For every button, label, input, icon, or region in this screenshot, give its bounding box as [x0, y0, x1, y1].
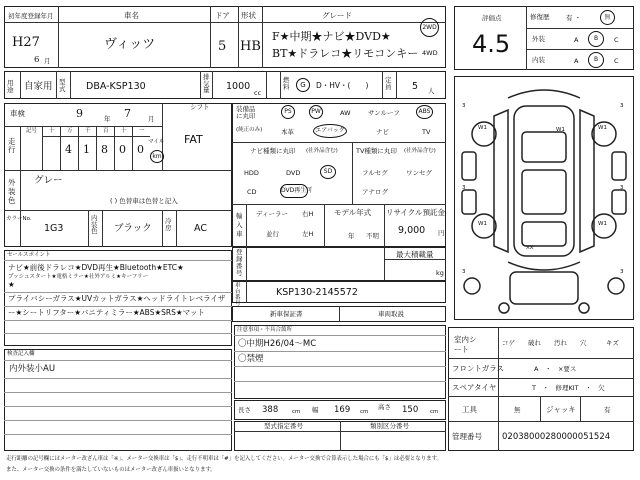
doors-value: 5 — [218, 39, 227, 54]
height-label: 高さ — [378, 403, 391, 411]
seat-options — [502, 340, 632, 350]
jack-value: 有 — [604, 406, 611, 414]
ac-value: AC — [194, 223, 207, 234]
notes-line-2: 〇禁煙 — [238, 354, 264, 364]
seat-option: キズ — [606, 339, 619, 347]
height-value: 150 — [402, 405, 419, 415]
inspection-year: 9 — [76, 107, 83, 120]
model-year-label: モデル年式 — [334, 208, 372, 217]
equip-pw-circle: PW — [309, 105, 323, 119]
mileage-digit-head: 一 — [139, 128, 145, 134]
first-reg-month-unit: 月 — [44, 57, 51, 65]
side-num-5: 3 — [462, 269, 466, 275]
equip-aw: AW — [340, 109, 351, 117]
damage-mark-w1-rear-right: W1 — [598, 221, 607, 227]
ext-color-note: ( ) 色替車は色替と記入 — [110, 197, 178, 205]
first-reg-month: 6 — [34, 55, 40, 65]
score-label: 評価点 — [482, 14, 502, 22]
spare-label: スペアタイヤ — [452, 383, 497, 392]
mileage-digit: 4 — [65, 143, 72, 156]
repair-label: 修復歴 — [530, 13, 550, 21]
mgmt-value: 02038000280000051524 — [502, 432, 611, 442]
int-color-value: ブラック — [114, 223, 152, 234]
fuel-selected-circle: G — [296, 78, 310, 92]
seat-option: 穴 — [580, 339, 587, 347]
grade-line-2: BT★ドラレコ★リモコンキー — [272, 47, 419, 60]
mileage-label: 走行 — [8, 137, 16, 154]
sales-point-line-5: ー★シートリフター★バニティミラー★ABS★SRS★マット — [8, 308, 205, 317]
inspection-month: 7 — [124, 107, 131, 120]
chassis-value: KSP130-2145572 — [276, 287, 358, 298]
equip-sub: (純正のみ) — [236, 127, 263, 133]
equip-navi: ナビ — [376, 128, 389, 136]
glass-label: フロントガラス — [452, 364, 505, 373]
repair-options: 有 ・ — [566, 14, 582, 22]
shift-value: FAT — [184, 133, 203, 146]
notes-label: 注意事項・不具合箇所 — [237, 327, 293, 333]
tv-title: TV種類に丸印 — [356, 147, 397, 155]
side-num-6: 3 — [620, 269, 624, 275]
ext-rating-a: A — [574, 36, 579, 44]
height-unit: cm — [430, 409, 439, 415]
mileage-digit: 8 — [101, 143, 108, 156]
notes-block — [234, 325, 446, 399]
mileage-digit-cell — [78, 127, 96, 170]
tv-sub: (社外品含む) — [404, 148, 436, 154]
model-year-unit: 年 — [348, 232, 355, 240]
mile-label: マイル — [148, 139, 165, 145]
vehicle-manual: 車両取説 — [378, 310, 404, 318]
score-value: 4.5 — [472, 30, 511, 58]
width-label: 幅 — [312, 406, 319, 414]
damage-mark-w1-roof: W1 — [556, 127, 565, 133]
equip-tv: TV — [422, 128, 431, 136]
sales-point-line-2: プッシュスタート★電格ミラー★社外アルミ★キーフリー — [8, 274, 149, 280]
ac-label: 冷房 — [165, 217, 172, 232]
cap-unit: 人 — [428, 87, 435, 95]
disp-value: 1000 — [226, 81, 251, 92]
navi-hdd: HDD — [244, 169, 259, 177]
mgmt-label: 管理番号 — [452, 432, 482, 441]
grade-label: グレード — [322, 11, 352, 20]
import-dealer: ディーラー — [256, 210, 288, 218]
seat-option: 破れ — [528, 339, 541, 347]
new-warranty: 新車保証書 — [270, 310, 303, 318]
equip-leather: 本革 — [281, 128, 294, 136]
registration-label: 登録番号 — [236, 248, 243, 277]
navi-dvd: DVD — [286, 169, 301, 177]
tools-label: 工具 — [462, 405, 477, 414]
mileage-digit-head: 十 — [49, 128, 55, 134]
damage-mark-w1-front-right: W1 — [598, 125, 607, 131]
doors-label: ドア — [215, 11, 230, 20]
body-value: HB — [240, 39, 261, 54]
loading-unit: kg — [436, 269, 444, 277]
drive-2wd-circle: 2WD — [420, 18, 439, 37]
navi-cd: CD — [247, 188, 257, 196]
ext-rating-label: 外装 — [532, 35, 545, 43]
disp-unit: cc — [254, 89, 262, 97]
spare-options: T ・ 修理KIT ・ 欠 — [532, 384, 605, 392]
first-reg-year: H27 — [12, 35, 40, 50]
side-num-3: 3 — [462, 185, 466, 191]
tv-oneseg: ワンセグ — [406, 169, 432, 177]
class-no-label: 類別区分番号 — [370, 422, 409, 430]
sales-point-line-4: プライバシーガラス★UVカットガラス★ヘッドライトレベライザ — [8, 294, 226, 303]
mileage-note-label: 記号 — [26, 128, 38, 134]
mileage-digit-cell — [60, 127, 78, 170]
length-label: 長さ — [238, 406, 251, 414]
equip-title: 装備品に丸印 — [236, 105, 256, 120]
recycle-label: リサイクル預託金 — [386, 208, 445, 217]
equip-abs-circle: ABS — [416, 105, 433, 119]
type-no-label: 型式指定番号 — [264, 422, 303, 430]
side-num-1: 3 — [462, 103, 466, 109]
disp-label: 排気量 — [203, 73, 210, 94]
mileage-digit: 1 — [83, 143, 90, 156]
notes-line-1: 〇中期H26/04～MC — [238, 339, 317, 349]
ext-rating-c: C — [614, 36, 619, 44]
tools-value: 無 — [514, 406, 521, 414]
ext-color-value: グレー — [34, 175, 63, 186]
navi-sub: (社外品含む) — [306, 148, 338, 154]
ext-rating-selected-circle: B — [588, 31, 604, 47]
type-label: 型式 — [59, 78, 66, 93]
import-parallel: 並行 — [266, 230, 279, 238]
seat-label: 室内シート — [454, 335, 477, 354]
inspector-label: 検査記入欄 — [7, 351, 35, 357]
use-label: 用途 — [7, 79, 14, 94]
type-value: DBA-KSP130 — [86, 81, 146, 92]
chassis-label: 車台番号 — [235, 283, 241, 307]
jack-label: ジャッキ — [546, 405, 576, 414]
import-left: 左H — [302, 230, 314, 238]
recycle-value: 9,000 — [398, 225, 426, 236]
navi-sd-circle: SD — [320, 165, 336, 179]
km-unit-circle: km — [150, 150, 164, 163]
int-rating-a: A — [574, 57, 579, 65]
repair-selected-circle: 無 — [600, 10, 615, 25]
mileage-digit-head: 百 — [103, 128, 109, 134]
equip-sunroof: サンルーフ — [368, 109, 400, 117]
mileage-digit-head: 万 — [67, 128, 73, 134]
width-unit: cm — [360, 409, 369, 415]
model-label: 車名 — [124, 11, 139, 20]
mileage-digit-row — [42, 127, 165, 170]
sales-point-line-3: ★ — [8, 280, 15, 289]
first-reg-label: 初年度登録年月 — [8, 12, 54, 20]
recycle-yen: 円 — [438, 229, 445, 237]
mileage-digit: 0 — [119, 143, 126, 156]
length-value: 388 — [262, 405, 279, 415]
navi-dvd-play-circle: DVD再生可 — [280, 184, 308, 198]
drive-4wd: 4WD — [422, 49, 438, 57]
mileage-digit-cell — [96, 127, 114, 170]
car-damage-diagram — [454, 76, 634, 320]
cap-label: 定員 — [385, 76, 392, 91]
side-num-4: 3 — [620, 185, 624, 191]
sales-point-label: セールスポイント — [7, 252, 51, 258]
model-value: ヴィッツ — [104, 37, 156, 52]
damage-mark-xx-bumper: XX — [526, 245, 534, 251]
fuel-options: D・HV・( ) — [316, 81, 369, 90]
footer-line-1: 走行距離の記号欄にはメーター改ざん車は「※」、メーター交換車は「$」、走行不明車は「#」を記入してください。メーター交換で合算表示した場合にも「$」は必要となります。 — [6, 456, 442, 462]
seat-option: 汚れ — [554, 339, 567, 347]
footer-line-2: また、メーター交換の条件を満たしていないものはメーター改ざん車扱いとなります。 — [6, 467, 216, 473]
ext-color-label: 外装色 — [8, 178, 16, 205]
inspection-year-unit: 年 — [104, 115, 111, 123]
sales-point-line-1: ナビ★前後ドラレコ★DVD再生★Bluetooth★ETC★ — [8, 263, 184, 272]
int-color-label: 内装色 — [91, 214, 98, 235]
fuel-label: 燃料 — [283, 76, 290, 91]
inspector-line-1: 内外装小AU — [9, 364, 56, 374]
tv-analog: アナログ — [362, 188, 388, 196]
tv-fullseg: フルセグ — [362, 169, 388, 177]
mileage-digit-cell — [114, 127, 132, 170]
color-code-value: 1G3 — [44, 223, 64, 234]
damage-mark-w1-rear-left: W1 — [478, 221, 487, 227]
equip-airbag-circle: エアバック — [313, 124, 347, 138]
mileage-digit-cell — [132, 127, 150, 170]
import-right: 右H — [302, 210, 314, 218]
grade-line-1: F★中期★ナビ★DVD★ — [272, 30, 391, 43]
glass-options: A ・ ×要ス — [534, 365, 577, 373]
cap-value: 5 — [412, 81, 419, 92]
model-year-unknown: 不明 — [366, 232, 379, 240]
inspection-label: 車検 — [10, 109, 25, 118]
navi-title: ナビ種類に丸印 — [250, 147, 296, 155]
use-value: 自家用 — [24, 81, 53, 92]
int-rating-label: 内装 — [532, 56, 545, 64]
equip-ps-circle: PS — [281, 105, 295, 119]
mileage-digit-head: 千 — [85, 128, 91, 134]
width-value: 169 — [334, 405, 351, 415]
mileage-digit: 0 — [137, 143, 144, 156]
mileage-digit-head: 十 — [121, 128, 127, 134]
length-unit: cm — [292, 409, 301, 415]
seat-option: コゲ — [502, 339, 515, 347]
inspection-month-unit: 月 — [148, 115, 155, 123]
damage-mark-w1-front-left: W1 — [478, 125, 487, 131]
color-code-label: カラーNo. — [6, 216, 32, 222]
body-label: 形状 — [241, 11, 256, 20]
shift-label: シフト — [190, 103, 210, 111]
loading-label: 最大積載量 — [396, 250, 434, 259]
int-rating-c: C — [614, 57, 619, 65]
int-rating-selected-circle: B — [588, 52, 604, 68]
import-label: 輸入車 — [236, 212, 243, 238]
side-num-2: 3 — [620, 103, 624, 109]
mileage-digit-cell — [42, 127, 60, 170]
